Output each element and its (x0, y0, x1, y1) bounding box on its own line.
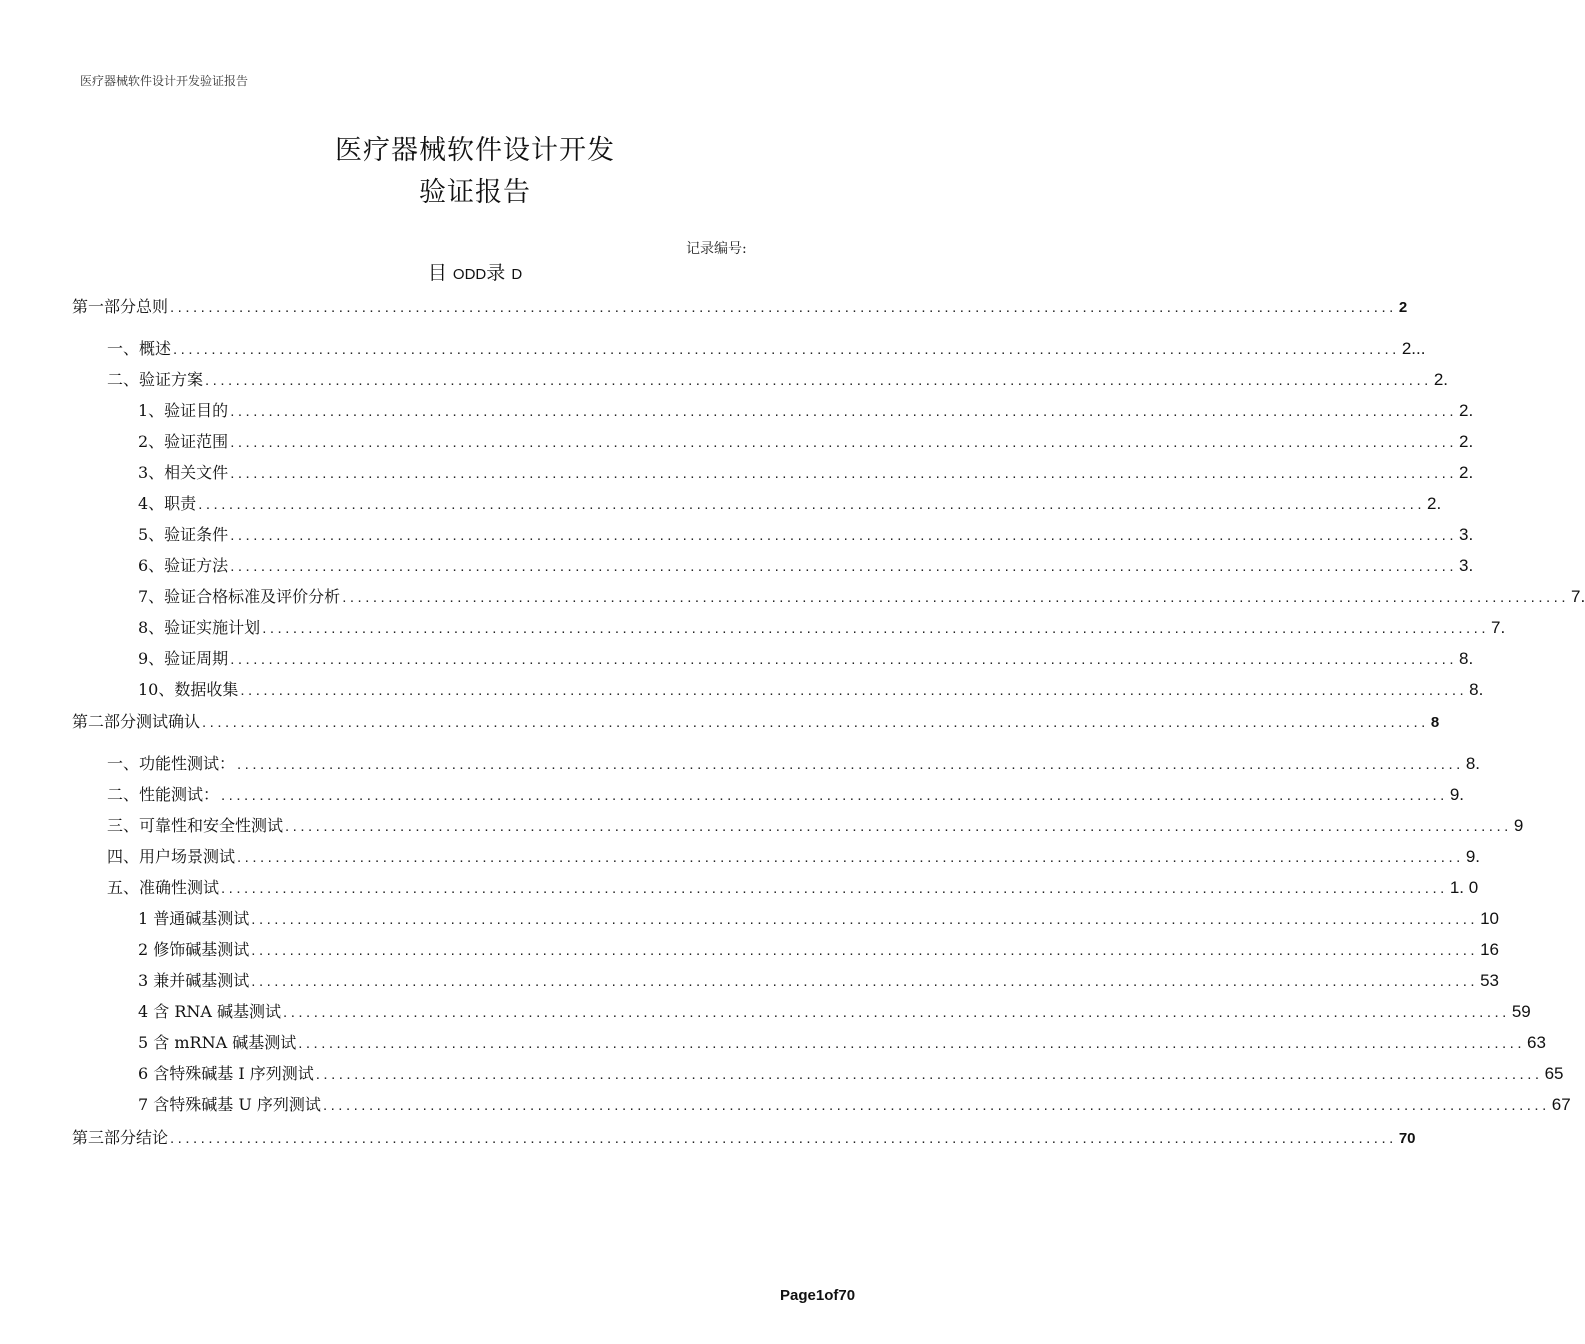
toc-entry[interactable] (138, 462, 1474, 484)
toc-entry-label: 第二部分测试确认 (72, 712, 201, 731)
toc-entry[interactable] (138, 431, 1474, 453)
toc-entry-label: 6、验证方法 (138, 556, 229, 575)
toc-dot-leader: ................................................................................................................................................................ (283, 1004, 1510, 1021)
toc-entry-page: 65 (1544, 1064, 1564, 1083)
toc-entry-page: 2 (1398, 299, 1408, 316)
toc-entry[interactable] (138, 970, 1499, 992)
toc-entry-page: 2. (1426, 494, 1442, 513)
toc-entry-page: 63 (1527, 1033, 1546, 1052)
toc-heading-prefix: 目 (427, 262, 447, 284)
toc-entry-page: 10 (1480, 909, 1499, 928)
toc-entry-page: 8. (1458, 649, 1474, 668)
toc-entry-label: 1、验证目的 (138, 401, 229, 420)
toc-entry-label: 2 修饰碱基测试 (138, 940, 250, 959)
toc-entry[interactable] (138, 648, 1474, 670)
toc-dot-leader: ................................................................................................................................................................ (342, 589, 1569, 606)
toc-entry[interactable] (107, 877, 1479, 899)
toc-entry[interactable] (138, 524, 1474, 546)
toc-entry[interactable] (72, 711, 1440, 733)
toc-entry-page: 2. (1458, 401, 1474, 420)
toc-dot-leader: ................................................................................................................................................................ (170, 299, 1397, 316)
toc-dot-leader: ................................................................................................................................................................ (230, 403, 1457, 420)
toc-entry-label: 四、用户场景测试 (107, 847, 236, 866)
toc-entry[interactable] (107, 815, 1524, 837)
toc-entry[interactable] (138, 1094, 1571, 1116)
toc-entry-label: 二、性能测试： (107, 785, 220, 804)
toc-entry-label: 4、职责 (138, 494, 197, 513)
toc-entry[interactable] (138, 1063, 1564, 1085)
toc-entry-page: 2... (1401, 339, 1426, 358)
toc-entry-label: 二、验证方案 (107, 370, 204, 389)
toc-entry-page: 1. 0 (1449, 878, 1479, 897)
toc-entry-page: 8. (1469, 680, 1484, 699)
toc-entry-label: 7 含特殊碱基 U 序列测试 (138, 1095, 321, 1114)
toc-entry[interactable] (107, 753, 1480, 775)
toc-entry[interactable] (107, 369, 1448, 391)
toc-entry-label: 五、准确性测试 (107, 878, 220, 897)
toc-entry-label: 6 含特殊碱基 I 序列测试 (138, 1064, 314, 1083)
toc-dot-leader: ................................................................................................................................................................ (205, 372, 1432, 389)
document-title-line2: 验证报告 (419, 177, 531, 208)
toc-dot-leader: ................................................................................................................................................................ (240, 682, 1468, 699)
toc-dot-leader: ................................................................................................................................................................ (251, 911, 1479, 928)
toc-entry[interactable] (138, 400, 1474, 422)
toc-dot-leader: ................................................................................................................................................................ (221, 787, 1448, 804)
toc-entry[interactable] (138, 586, 1585, 608)
toc-dot-leader: ................................................................................................................................................................ (315, 1066, 1543, 1083)
toc-dot-leader: ................................................................................................................................................................ (285, 818, 1512, 835)
toc-dot-leader: ................................................................................................................................................................ (237, 849, 1464, 866)
toc-entry-page: 8 (1430, 714, 1440, 731)
toc-entry-label: 三、可靠性和安全性测试 (107, 816, 284, 835)
toc-entry-label: 1 普通碱基测试 (138, 909, 250, 928)
toc-entry-label: 7、验证合格标准及评价分析 (138, 587, 341, 606)
toc-entry-label: 2、验证范围 (138, 432, 229, 451)
toc-dot-leader: ................................................................................................................................................................ (230, 651, 1457, 668)
toc-dot-leader: ................................................................................................................................................................ (230, 527, 1457, 544)
toc-entry-page: 67 (1551, 1095, 1571, 1114)
toc-entry-label: 10、数据收集 (138, 680, 239, 699)
toc-entry-page: 8. (1465, 754, 1480, 773)
toc-dot-leader: ................................................................................................................................................................ (198, 496, 1425, 513)
toc-entry[interactable] (138, 1032, 1546, 1054)
toc-entry-page: 2. (1433, 370, 1448, 389)
toc-entry-label: 3 兼并碱基测试 (138, 971, 250, 990)
toc-entry-label: 3、相关文件 (138, 463, 229, 482)
toc-dot-leader: ................................................................................................................................................................ (230, 558, 1457, 575)
record-number-label: 记录编号: (686, 241, 747, 257)
toc-entry[interactable] (138, 679, 1484, 701)
toc-entry-page: 70 (1398, 1130, 1416, 1147)
toc-dot-leader: ................................................................................................................................................................ (298, 1035, 1526, 1052)
toc-dot-leader: ................................................................................................................................................................ (202, 714, 1429, 731)
toc-entry-label: 5 含 mRNA 碱基测试 (138, 1033, 297, 1052)
toc-dot-leader: ................................................................................................................................................................ (173, 341, 1400, 358)
toc-entry-page: 9 (1513, 816, 1524, 835)
toc-entry-page: 3. (1458, 556, 1474, 575)
toc-entry-label: 第三部分结论 (72, 1128, 169, 1147)
toc-entry-label: 9、验证周期 (138, 649, 229, 668)
page-footer: Page1of70 (780, 1287, 856, 1304)
toc-entry[interactable] (107, 338, 1426, 360)
toc-dot-leader: ................................................................................................................................................................ (262, 620, 1489, 637)
toc-entry[interactable] (138, 617, 1506, 639)
toc-heading (0, 258, 950, 285)
toc-entry-page: 2. (1458, 432, 1474, 451)
toc-entry-label: 第一部分总则 (72, 297, 169, 316)
toc-dot-leader: ................................................................................................................................................................ (170, 1130, 1397, 1147)
toc-dot-leader: ................................................................................................................................................................ (251, 973, 1479, 990)
toc-entry-page: 3. (1458, 525, 1474, 544)
toc-entry-label: 5、验证条件 (138, 525, 229, 544)
running-header: 医疗器械软件设计开发验证报告 (80, 74, 249, 88)
toc-entry-label: 一、功能性测试： (107, 754, 236, 773)
toc-entry[interactable] (138, 1001, 1531, 1023)
toc-dot-leader: ................................................................................................................................................................ (230, 465, 1457, 482)
toc-entry-page: 2. (1458, 463, 1474, 482)
toc-entry[interactable] (107, 784, 1464, 806)
toc-entry[interactable] (138, 908, 1499, 930)
toc-entry-label: 一、概述 (107, 339, 172, 358)
toc-dot-leader: ................................................................................................................................................................ (221, 880, 1448, 897)
toc-entry[interactable] (138, 939, 1499, 961)
toc-entry-page: 7. (1570, 587, 1585, 606)
toc-entry-label: 8、验证实施计划 (138, 618, 261, 637)
toc-entry-page: 16 (1480, 940, 1499, 959)
toc-entry-page: 7. (1490, 618, 1506, 637)
toc-dot-leader: ................................................................................................................................................................ (251, 942, 1479, 959)
toc-entry-page: 9. (1449, 785, 1464, 804)
toc-entry[interactable] (72, 1127, 1416, 1149)
toc-entry-page: 53 (1480, 971, 1499, 990)
toc-entry[interactable] (138, 555, 1474, 577)
toc-entry-label: 4 含 RNA 碱基测试 (138, 1002, 282, 1021)
toc-entry-page: 9. (1465, 847, 1480, 866)
toc-heading-middle: ODD (452, 266, 487, 283)
toc-entry[interactable] (72, 296, 1408, 318)
toc-entry[interactable] (138, 493, 1442, 515)
toc-heading-char: 录 (486, 262, 506, 284)
toc-dot-leader: ................................................................................................................................................................ (230, 434, 1457, 451)
toc-dot-leader: ................................................................................................................................................................ (237, 756, 1464, 773)
toc-dot-leader: ................................................................................................................................................................ (322, 1097, 1550, 1114)
document-title-line1: 医疗器械软件设计开发 (335, 135, 615, 166)
toc-entry[interactable] (107, 846, 1480, 868)
toc-entry-page: 59 (1511, 1002, 1531, 1021)
toc-heading-suffix: D (511, 266, 523, 283)
